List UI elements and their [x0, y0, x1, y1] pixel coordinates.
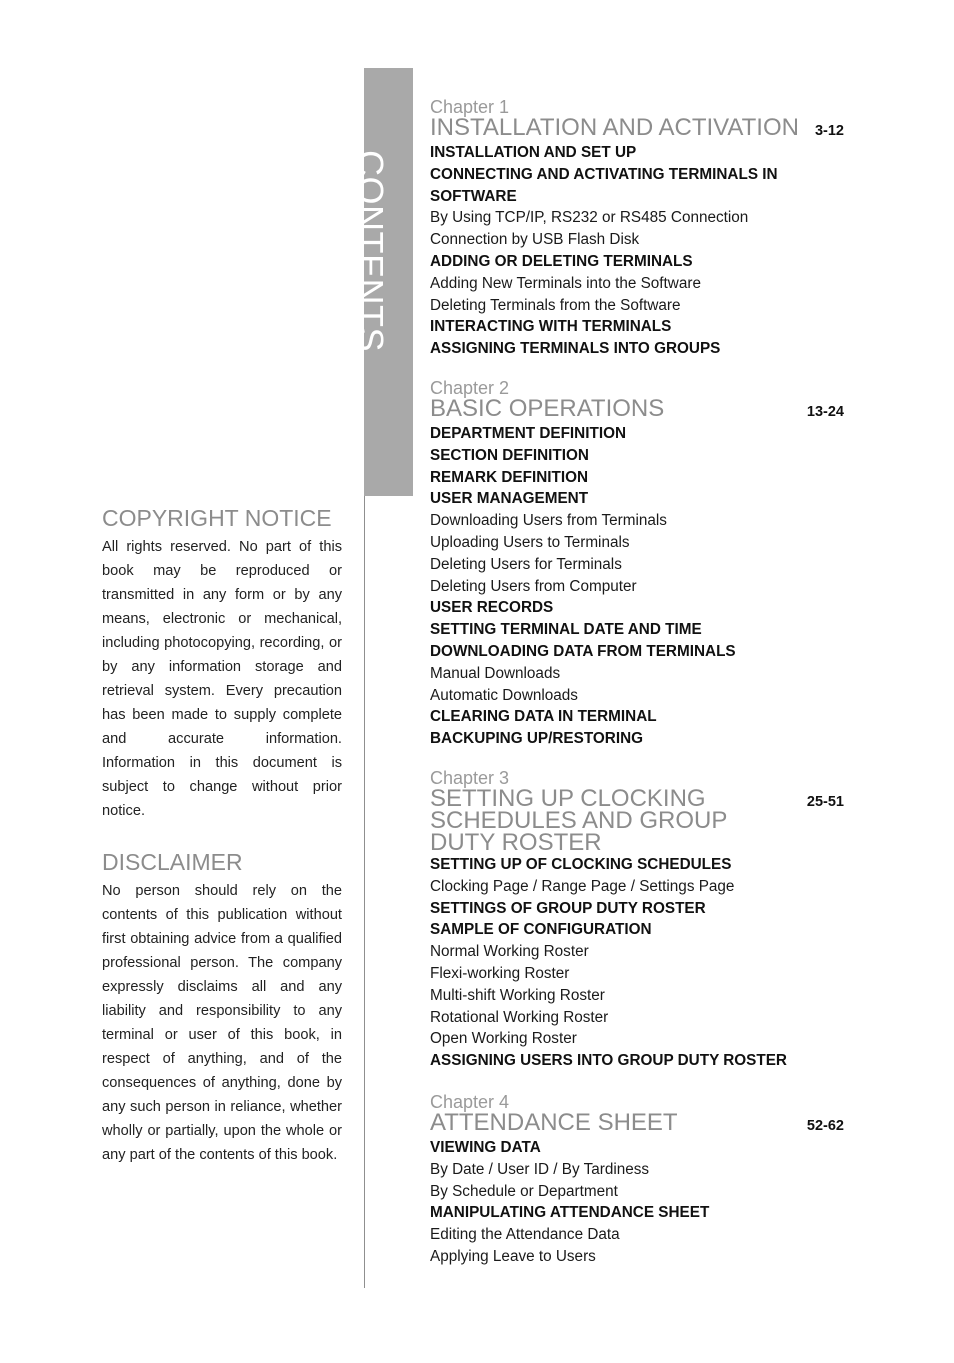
disclaimer: [102, 849, 342, 1167]
toc-subsection: Flexi-working Roster: [430, 964, 570, 982]
contents-tab: [350, 68, 413, 496]
chapter-title: SETTING UP CLOCKING SCHEDULES AND GROUP DUTY ROSTER: [430, 785, 727, 856]
toc-subsection: By Schedule or Department: [430, 1182, 618, 1200]
toc-subsection: Editing the Attendance Data: [430, 1226, 620, 1244]
toc-subsection: Open Working Roster: [430, 1030, 577, 1048]
toc-section-heading: MANIPULATING ATTENDANCE SHEET: [430, 1204, 710, 1222]
disclaimer-text: No person should rely on the contents of this publication without first obtaining advice from a qualified professional person. The company expressly disclaims all and any liability and responsibility to any terminal or user of this book, in respect of anything, and of the consequences of anything, done by any such person in reliance, whether wholly or partially, upon the whole or any part of the contents of this book.: [102, 883, 342, 1163]
toc-subsection: Connection by USB Flash Disk: [430, 231, 640, 249]
chapter-label: Chapter 1: [430, 97, 510, 117]
chapter-pages: 3-12: [814, 123, 844, 139]
chapter-entries: [430, 142, 844, 360]
chapter-title: ATTENDANCE SHEET: [430, 1109, 678, 1136]
toc-subsection: Uploading Users to Terminals: [430, 533, 630, 551]
chapter-label: Chapter 3: [430, 768, 510, 788]
toc-section-heading: CONNECTING AND ACTIVATING TERMINALS IN SOFTWARE: [430, 165, 778, 205]
chapter-title: INSTALLATION AND ACTIVATION: [430, 114, 799, 141]
toc-section-heading: SECTION DEFINITION: [430, 446, 589, 464]
chapter-2: [430, 378, 844, 750]
toc-subsection: Downloading Users from Terminals: [430, 512, 667, 530]
toc-subsection: Rotational Working Roster: [430, 1008, 609, 1026]
toc-subsection: Deleting Terminals from the Software: [430, 296, 681, 314]
chapter-label: Chapter 4: [430, 1092, 510, 1112]
toc-section-heading: SETTING UP OF CLOCKING SCHEDULES: [430, 856, 732, 873]
toc-section-heading: ADDING OR DELETING TERMINALS: [430, 252, 693, 270]
chapter-title: BASIC OPERATIONS: [430, 395, 665, 422]
toc-section-heading: BACKUPING UP/RESTORING: [430, 730, 644, 748]
toc-subsection: Adding New Terminals into the Software: [430, 274, 701, 292]
toc-section-heading: INSTALLATION AND SET UP: [430, 144, 637, 161]
chapter-pages: 52-62: [806, 1118, 844, 1134]
toc-subsection: Multi-shift Working Roster: [430, 986, 605, 1004]
chapter-entries: [430, 423, 844, 750]
toc-section-heading: REMARK DEFINITION: [430, 468, 589, 486]
toc-section-heading: DOWNLOADING DATA FROM TERMINALS: [430, 642, 736, 660]
toc-subsection: By Date / User ID / By Tardiness: [430, 1160, 650, 1178]
toc-section-heading: USER MANAGEMENT: [430, 490, 589, 508]
copyright-title: COPYRIGHT NOTICE: [102, 505, 332, 531]
toc-section-heading: DEPARTMENT DEFINITION: [430, 425, 627, 442]
toc-subsection: Manual Downloads: [430, 664, 561, 682]
toc-section-heading: USER RECORDS: [430, 599, 554, 617]
chapter-pages: 13-24: [806, 404, 844, 420]
toc-subsection: Normal Working Roster: [430, 943, 589, 961]
chapter-label: Chapter 2: [430, 378, 510, 398]
chapter-header: [430, 114, 844, 142]
toc-subsection: Applying Leave to Users: [430, 1247, 596, 1265]
toc-section-heading: SETTINGS OF GROUP DUTY ROSTER: [430, 899, 706, 917]
toc-section-heading: VIEWING DATA: [430, 1139, 541, 1156]
toc-subsection: Automatic Downloads: [430, 686, 578, 704]
toc-section-heading: INTERACTING WITH TERMINALS: [430, 318, 672, 336]
toc-subsection: Clocking Page / Range Page / Settings Page: [430, 877, 735, 895]
toc-section-heading: ASSIGNING TERMINALS INTO GROUPS: [430, 340, 721, 358]
chapter-header: [430, 1109, 844, 1137]
toc-section-heading: CLEARING DATA IN TERMINAL: [430, 708, 657, 726]
toc-subsection: By Using TCP/IP, RS232 or RS485 Connection: [430, 209, 749, 227]
copyright-text: All rights reserved. No part of this book may be reproduced or transmitted in any form or by any means, electronic or mechanical, including photocopying, recording, or by any information storage and retrieval system. Every precaution has been made to supply complete and accurate information. Information in this document is subject to change without prior notice.: [102, 539, 342, 819]
copyright-notice: [102, 505, 342, 823]
toc-section-heading: SETTING TERMINAL DATE AND TIME: [430, 621, 702, 639]
disclaimer-title: DISCLAIMER: [102, 849, 243, 875]
toc-subsection: Deleting Users from Computer: [430, 577, 637, 595]
toc-section-heading: ASSIGNING USERS INTO GROUP DUTY ROSTER: [430, 1052, 787, 1070]
chapter-4: [430, 1092, 844, 1268]
chapter-entries: [430, 1137, 844, 1268]
chapter-pages: 25-51: [806, 794, 844, 810]
chapter-header: [430, 395, 844, 423]
chapter-1: [430, 97, 844, 360]
contents-tab-label: CONTENTS: [350, 150, 391, 352]
chapter-entries: [430, 854, 844, 1072]
chapter-header: [430, 785, 844, 856]
toc-section-heading: SAMPLE OF CONFIGURATION: [430, 921, 652, 939]
toc-subsection: Deleting Users for Terminals: [430, 555, 622, 573]
chapter-3: [430, 768, 844, 1072]
